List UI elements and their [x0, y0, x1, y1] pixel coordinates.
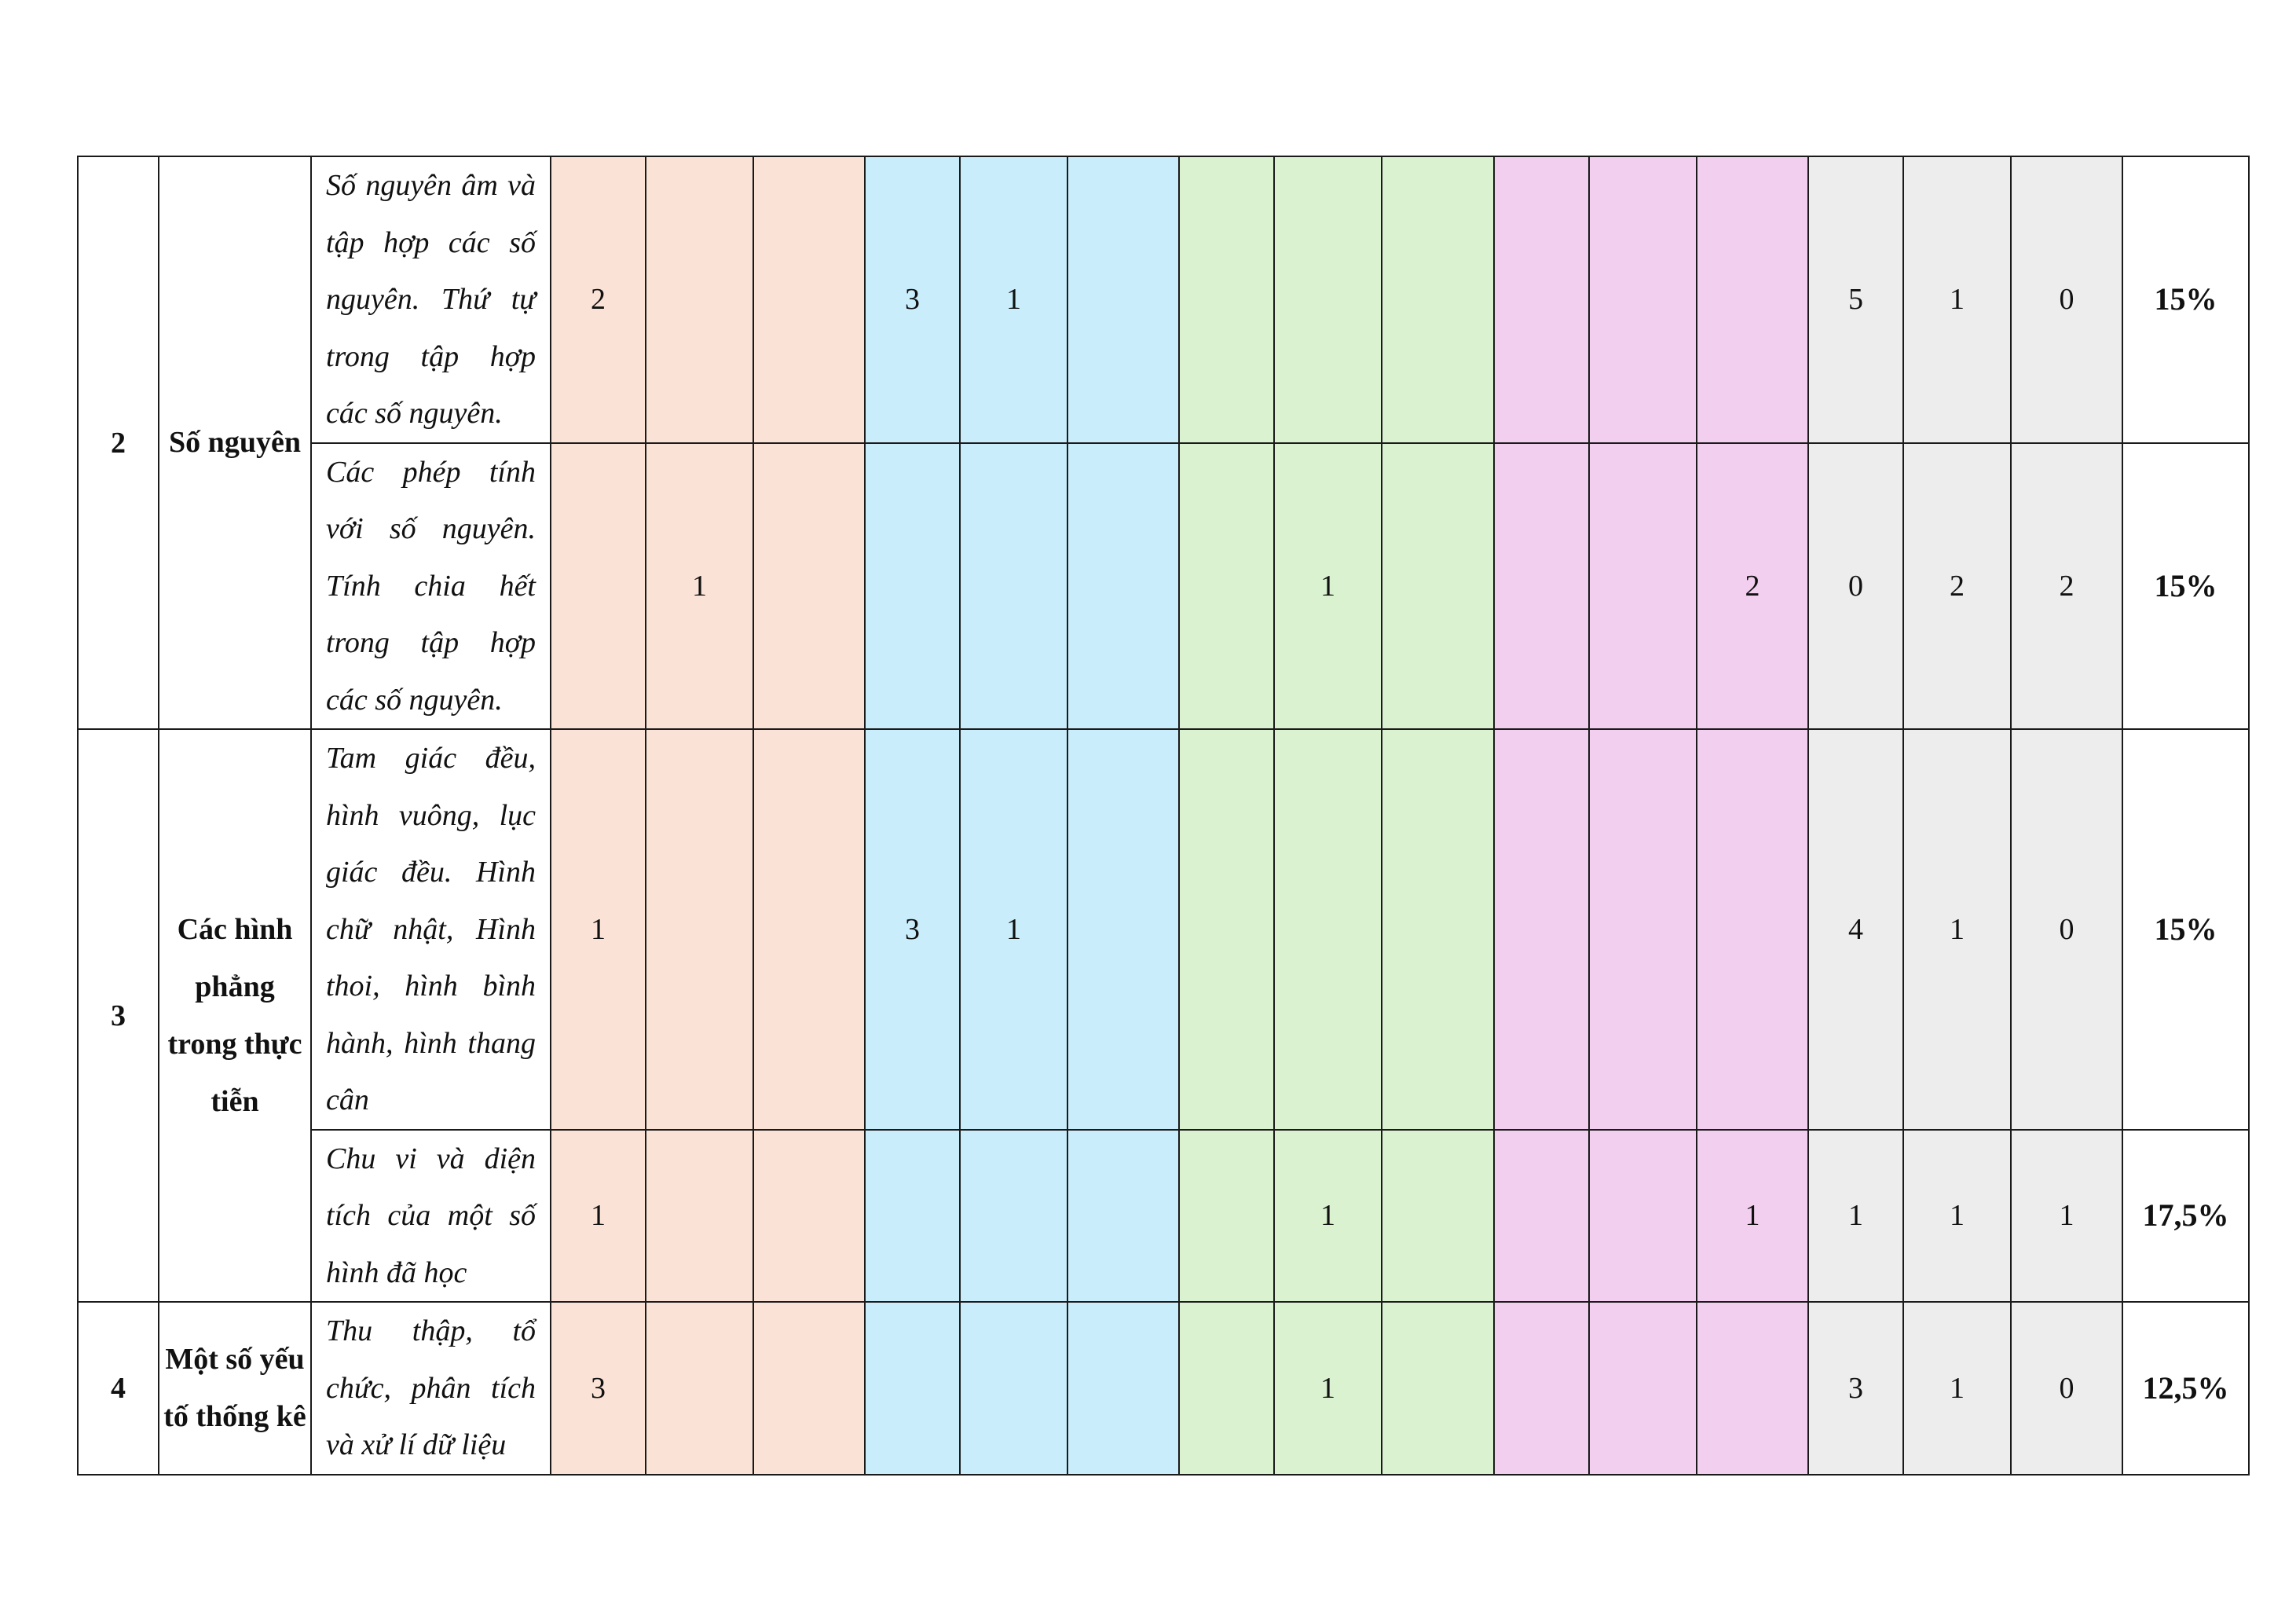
total-cell: 1	[1903, 156, 2011, 443]
count-cell	[1697, 156, 1808, 443]
count-cell: 1	[960, 729, 1067, 1130]
total-cell: 0	[1808, 443, 1903, 730]
count-cell	[753, 1302, 865, 1475]
count-cell	[1382, 1302, 1494, 1475]
table-row	[78, 156, 2249, 443]
count-cell	[1067, 156, 1179, 443]
count-cell	[1382, 443, 1494, 730]
total-cell: 1	[1903, 729, 2011, 1130]
count-cell	[646, 156, 753, 443]
count-cell	[1697, 729, 1808, 1130]
content-description	[311, 1130, 551, 1303]
count-cell	[753, 729, 865, 1130]
content-matrix-table	[77, 156, 2250, 1476]
content-text: Các phép tính với số nguyên. Tính chia hết trong tập hợp các số nguyên.	[326, 455, 536, 717]
count-cell	[753, 156, 865, 443]
count-cell: 2	[1697, 443, 1808, 730]
count-cell	[646, 1302, 753, 1475]
percent-cell: 15%	[2122, 156, 2249, 443]
chapter-number: 4	[78, 1302, 159, 1475]
content-description	[311, 1302, 551, 1475]
chapter-number: 2	[78, 156, 159, 729]
count-cell	[1494, 1302, 1589, 1475]
content-text: Chu vi và diện tích của một số hình đã học	[326, 1142, 536, 1289]
percent-cell: 15%	[2122, 443, 2249, 730]
count-cell	[1382, 156, 1494, 443]
total-cell: 4	[1808, 729, 1903, 1130]
content-text: Tam giác đều, hình vuông, lục giác đều. Hình chữ nhật, Hình thoi, hình bình hành, hình thang cân	[326, 742, 536, 1116]
count-cell	[1274, 156, 1382, 443]
total-cell: 5	[1808, 156, 1903, 443]
count-cell: 1	[1697, 1130, 1808, 1303]
count-cell	[1382, 1130, 1494, 1303]
count-cell	[1274, 729, 1382, 1130]
total-cell: 0	[2011, 156, 2122, 443]
content-description	[311, 729, 551, 1130]
count-cell	[1067, 729, 1179, 1130]
count-cell	[1589, 443, 1697, 730]
count-cell: 3	[865, 156, 960, 443]
count-cell	[1697, 1302, 1808, 1475]
total-cell: 1	[1903, 1130, 2011, 1303]
count-cell: 1	[1274, 1130, 1382, 1303]
table-row	[78, 1130, 2249, 1303]
total-cell: 2	[2011, 443, 2122, 730]
count-cell: 1	[960, 156, 1067, 443]
count-cell	[1067, 443, 1179, 730]
count-cell	[1589, 729, 1697, 1130]
count-cell: 1	[646, 443, 753, 730]
table-row	[78, 1302, 2249, 1475]
table-row	[78, 443, 2249, 730]
content-description	[311, 443, 551, 730]
count-cell	[1494, 156, 1589, 443]
percent-cell: 15%	[2122, 729, 2249, 1130]
count-cell: 2	[551, 156, 646, 443]
count-cell	[1589, 1302, 1697, 1475]
total-cell: 0	[2011, 1302, 2122, 1475]
table-row	[78, 729, 2249, 1130]
count-cell	[1494, 729, 1589, 1130]
total-cell: 1	[1903, 1302, 2011, 1475]
count-cell	[1494, 1130, 1589, 1303]
count-cell	[551, 443, 646, 730]
count-cell: 1	[551, 729, 646, 1130]
topic-name: Một số yếu tố thống kê	[159, 1302, 311, 1475]
count-cell	[1179, 1130, 1274, 1303]
count-cell: 1	[1274, 443, 1382, 730]
count-cell	[753, 1130, 865, 1303]
count-cell	[1067, 1130, 1179, 1303]
count-cell: 1	[551, 1130, 646, 1303]
chapter-number: 3	[78, 729, 159, 1302]
total-cell: 3	[1808, 1302, 1903, 1475]
content-description	[311, 156, 551, 443]
count-cell	[1382, 729, 1494, 1130]
total-cell: 1	[2011, 1130, 2122, 1303]
count-cell	[753, 443, 865, 730]
count-cell: 3	[551, 1302, 646, 1475]
topic-name: Số nguyên	[159, 156, 311, 729]
content-text: Thu thập, tổ chức, phân tích và xử lí dữ liệu	[326, 1314, 536, 1461]
count-cell	[960, 1130, 1067, 1303]
count-cell	[960, 443, 1067, 730]
count-cell	[1179, 729, 1274, 1130]
total-cell: 0	[2011, 729, 2122, 1130]
content-text: Số nguyên âm và tập hợp các số nguyên. Thứ tự trong tập hợp các số nguyên.	[326, 169, 536, 430]
count-cell	[865, 443, 960, 730]
count-cell	[865, 1130, 960, 1303]
count-cell	[865, 1302, 960, 1475]
count-cell	[1494, 443, 1589, 730]
count-cell	[1067, 1302, 1179, 1475]
total-cell: 2	[1903, 443, 2011, 730]
count-cell	[646, 729, 753, 1130]
count-cell	[1179, 1302, 1274, 1475]
count-cell: 3	[865, 729, 960, 1130]
count-cell	[646, 1130, 753, 1303]
count-cell	[1179, 443, 1274, 730]
count-cell	[1589, 1130, 1697, 1303]
percent-cell: 12,5%	[2122, 1302, 2249, 1475]
count-cell	[1179, 156, 1274, 443]
count-cell	[1589, 156, 1697, 443]
table-body	[78, 156, 2249, 1475]
percent-cell: 17,5%	[2122, 1130, 2249, 1303]
count-cell: 1	[1274, 1302, 1382, 1475]
total-cell: 1	[1808, 1130, 1903, 1303]
count-cell	[960, 1302, 1067, 1475]
topic-name: Các hình phẳng trong thực tiễn	[159, 729, 311, 1302]
